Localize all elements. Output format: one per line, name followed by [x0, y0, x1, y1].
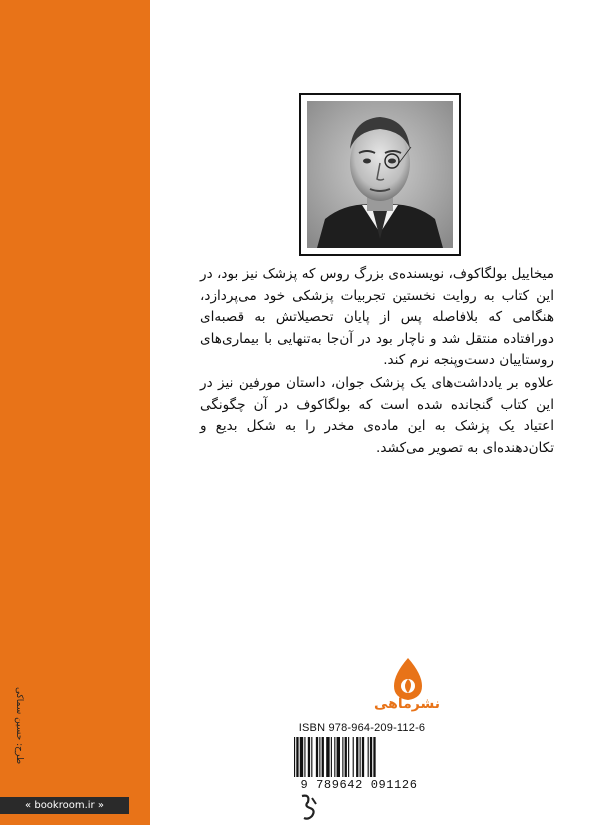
barcode-bar — [322, 737, 324, 777]
cover-design-credit-text: طرح: حسین سماکی — [14, 687, 24, 765]
barcode-digits: 9 789642 091126 — [300, 778, 418, 792]
barcode-bar — [334, 737, 335, 777]
barcode-bar — [326, 737, 329, 777]
isbn-label: ISBN 978-964-209-112-6 — [298, 722, 426, 734]
blurb-text — [200, 264, 554, 459]
publisher-name: نشرماهی — [374, 696, 441, 712]
barcode-bar — [304, 737, 305, 777]
illustrator-signature-icon — [298, 792, 320, 822]
barcode-bar — [331, 737, 332, 777]
blurb-paragraph: علاوه بر یادداشت‌های یک پزشک جوان، داستان مورفین نیز در این کتاب گنجانده شده است که بولگاکوف در آن چگونگی اعتیاد یک پزشک به این ماده‌ی مخدر را به شکل بدیع و تکان‌دهنده‌ای به تصویر می‌کشد. — [200, 374, 554, 456]
barcode-bar — [300, 737, 303, 777]
barcode-icon — [292, 737, 432, 777]
barcode-bar — [353, 737, 354, 777]
back-cover — [150, 0, 600, 825]
barcode-bar — [294, 737, 295, 777]
barcode-bar — [362, 737, 364, 777]
barcode-bar — [337, 737, 340, 777]
barcode-bar — [360, 737, 361, 777]
barcode-bar — [342, 737, 343, 777]
blurb-paragraph: میخاییل بولگاکوف، نویسنده‌ی بزرگ روس که پزشک نیز بود، در این کتاب به روایت نخستین تجربیات پزشکی خود می‌پردازد، هنگامی که بلافاصله پس از پایان تحصیلاتش به قصبه‌ای دورافتاده منتقل شد و ناچار بود در آن‌جا به‌تنهایی با بیماری‌های روستاییان دست‌و‌پنجه نرم کند. — [200, 266, 554, 369]
barcode-bar — [316, 737, 318, 777]
barcode-bar — [296, 737, 298, 777]
barcode-bar — [373, 737, 375, 777]
barcode-bar — [319, 737, 320, 777]
barcode-bar — [356, 737, 358, 777]
watermark-link[interactable]: « bookroom.ir » — [0, 797, 129, 814]
barcode-bar — [370, 737, 372, 777]
author-photo — [299, 93, 461, 256]
barcode-bar — [308, 737, 310, 777]
barcode-bar — [345, 737, 347, 777]
barcode-bar — [368, 737, 369, 777]
barcode-bar — [311, 737, 312, 777]
author-portrait-photo — [307, 101, 453, 248]
barcode-bar — [348, 737, 349, 777]
